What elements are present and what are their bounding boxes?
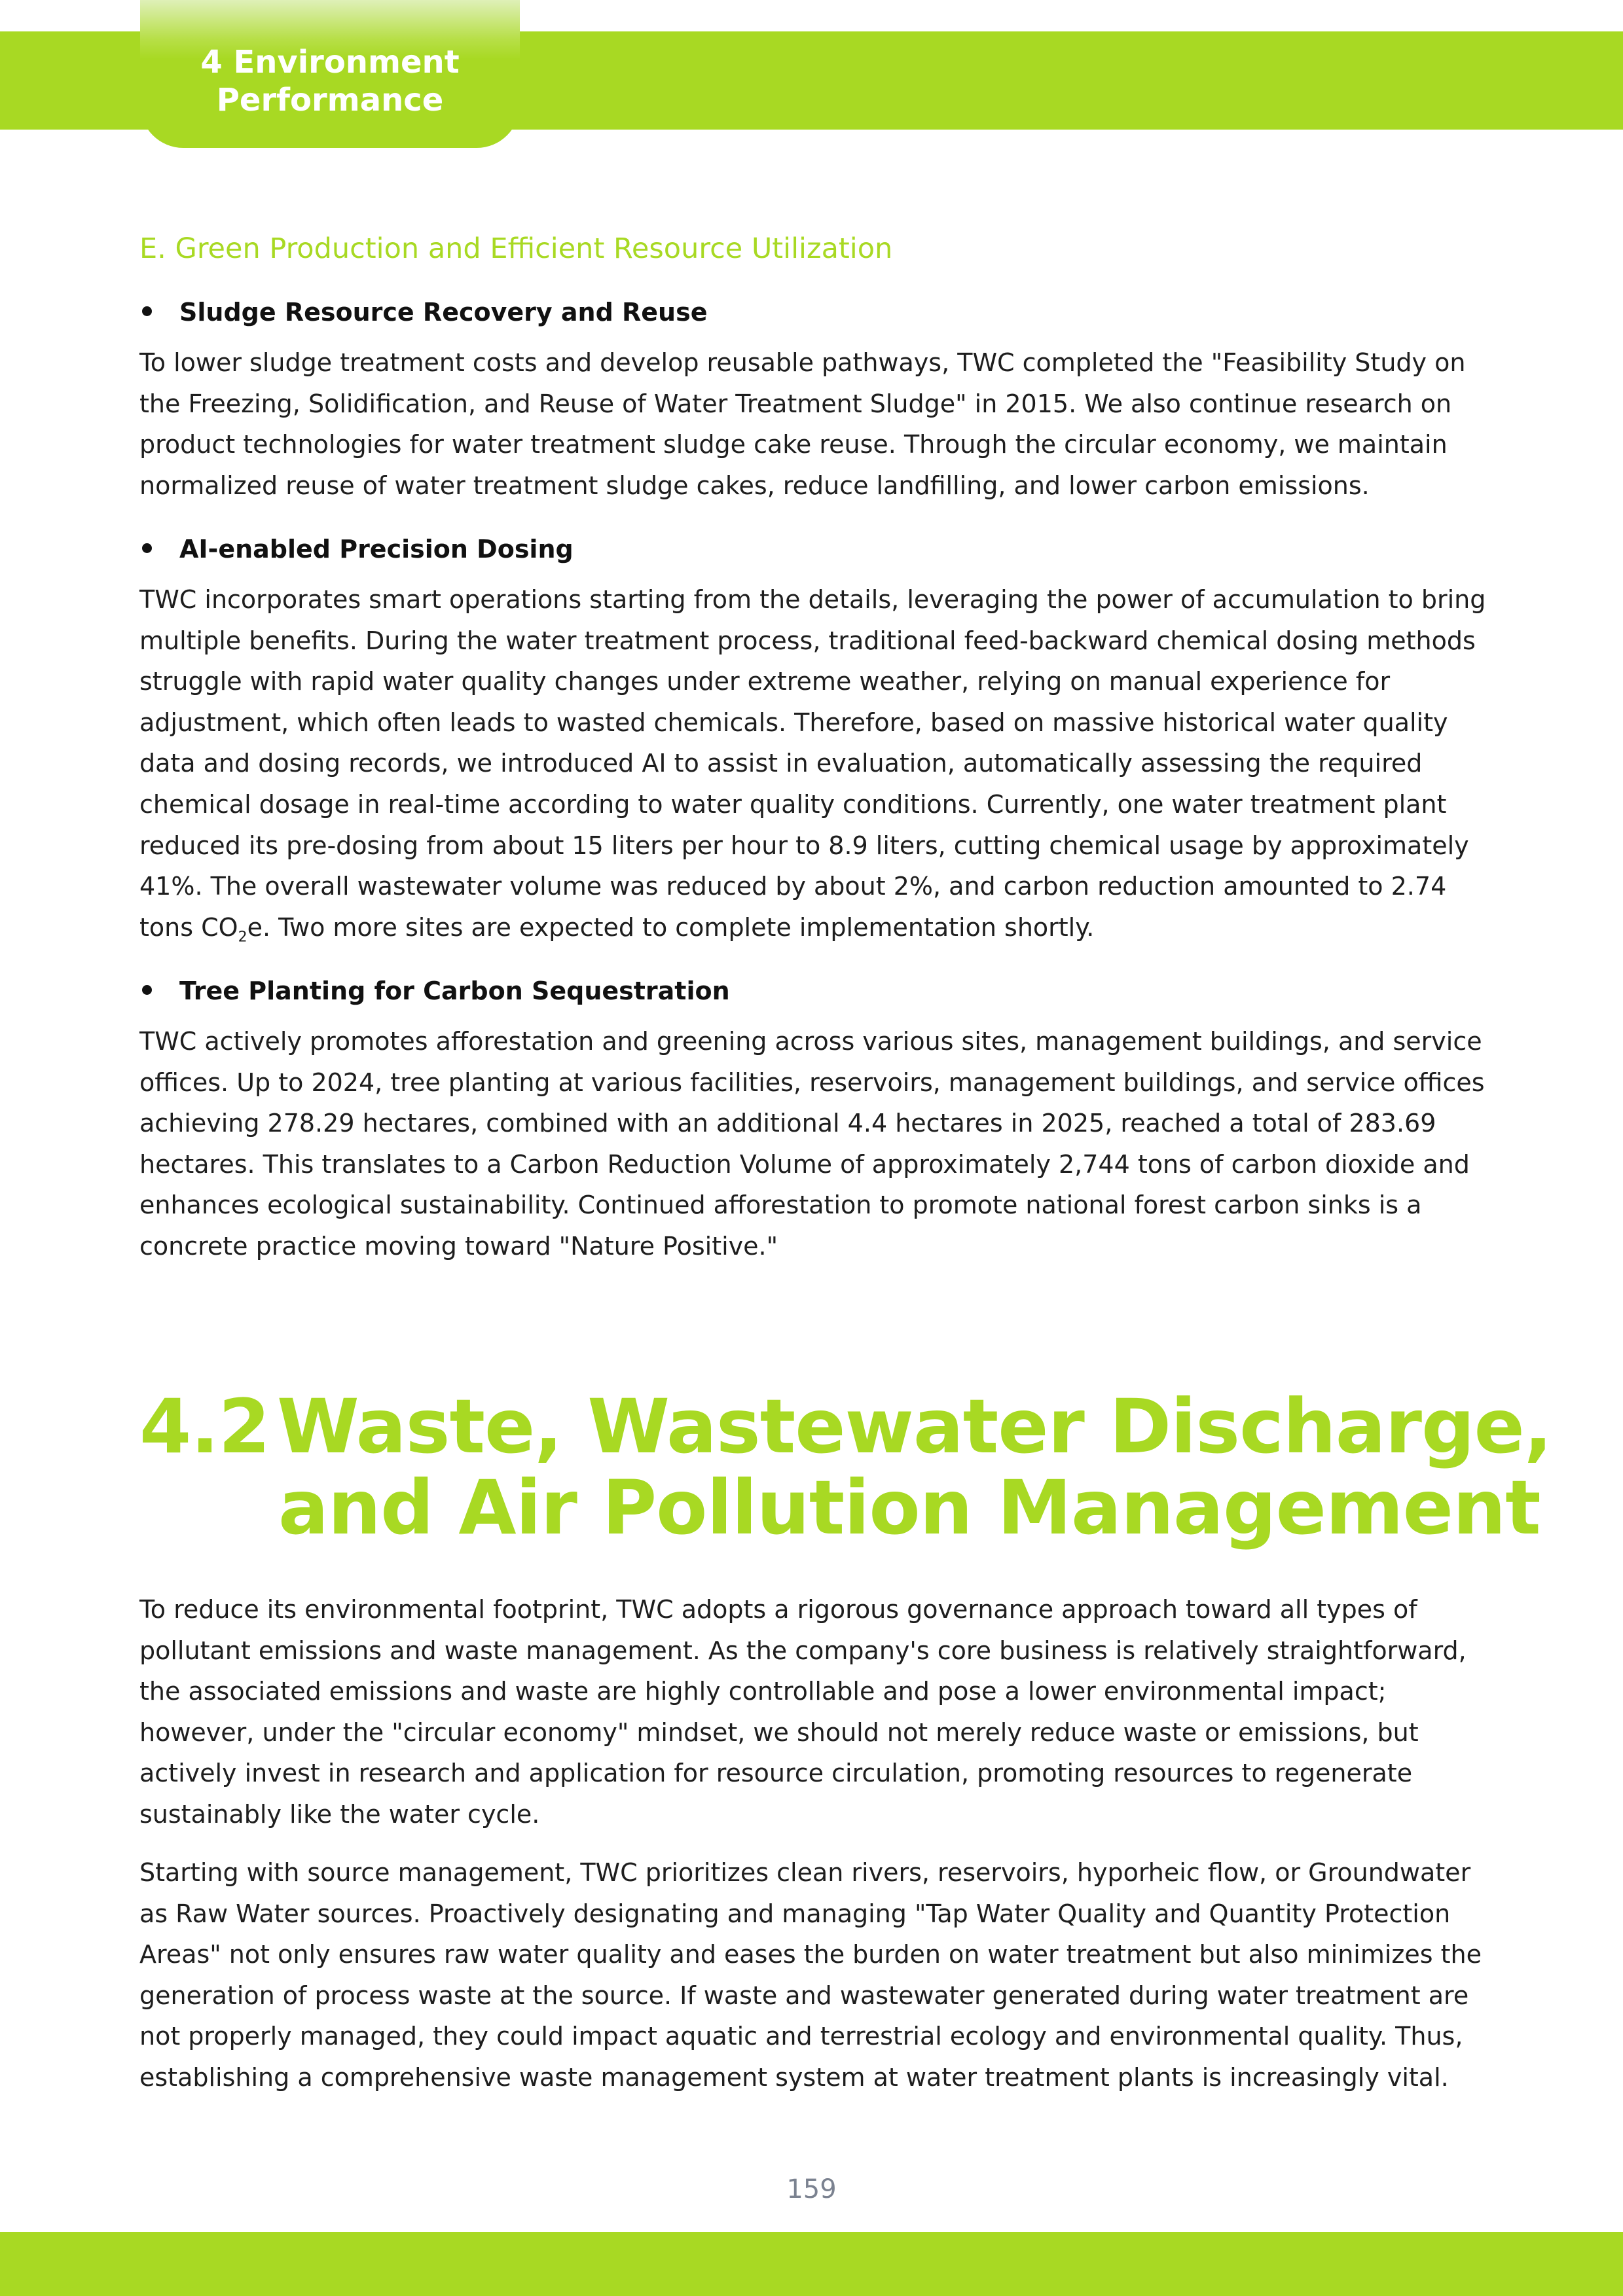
paragraph-ai-dosing — [139, 579, 1498, 948]
bullet-dot — [142, 985, 152, 995]
bullet-title: AI-enabled Precision Dosing — [179, 535, 574, 564]
paragraph-ai-dosing-text: TWC incorporates smart operations starting from the details, leveraging the power of accumulation to bring multiple benefits. During the water treatment process, traditional feed-backward chemical dosing methods struggle with rapid water quality changes under extreme weather, relying on manual experience for adjustment, which often leads to wasted chemicals. Therefore, based on massive historical water quality data and dosing records, we introduced AI to assist in evaluation, automatically assessing the required chemical dosage in real-time according to water quality conditions. Currently, one water treatment plant reduced its pre-dosing from about 15 liters per hour to 8.9 liters, cutting chemical usage by approximately 41%. The overall wastewater volume was reduced by about 2%, and carbon reduction amounted to 2.74 tons CO — [139, 585, 1486, 942]
subscript-2: 2 — [238, 929, 247, 946]
bullet-title: Sludge Resource Recovery and Reuse — [179, 298, 708, 327]
section-title — [139, 1383, 1552, 1551]
bullet-heading-sludge — [139, 295, 707, 330]
section-title-line2: and Air Pollution Management — [278, 1464, 1541, 1551]
footer-bar — [0, 2232, 1623, 2296]
bullet-heading-ai-dosing — [139, 531, 574, 567]
chapter-title-line2: Performance — [216, 82, 444, 118]
section-number: 4.2 — [139, 1383, 270, 1470]
paragraph-source-management: Starting with source management, TWC prioritizes clean rivers, reservoirs, hyporheic flow, or Groundwater as Raw Water sources. Proactively designating and managing "Tap Water Quality and Quantity Protection Areas" not only ensures raw water quality and eases the burden on water treatment but also minimizes the generation of process waste at the source. If waste and wastewater generated during water treatment are not properly managed, they could impact aquatic and terrestrial ecology and environmental quality. Thus, establishing a comprehensive waste management system at water treatment plants is increasingly vital. — [139, 1858, 1482, 2092]
paragraph-intro: To reduce its environmental footprint, TWC adopts a rigorous governance approach toward all types of pollutant emissions and waste management. As the company's core business is relatively straightforward, the associated emissions and waste are highly controllable and pose a lower environmental impact; however, under the "circular economy" mindset, we should not merely reduce waste or emissions, but actively invest in research and application for resource circulation, promoting resources to regenerate sustainably like the water cycle. — [139, 1595, 1467, 1829]
paragraph-sludge: To lower sludge treatment costs and develop reusable pathways, TWC completed the "Feasibility Study on the Freezing, Solidification, and Reuse of Water Treatment Sludge" in 2015. We also continue research on product technologies for water treatment sludge cake reuse. Through the circular economy, we maintain normalized reuse of water treatment sludge cakes, reduce landfilling, and lower carbon emissions. — [139, 348, 1466, 500]
bullet-title: Tree Planting for Carbon Sequestration — [179, 977, 730, 1005]
section-title-line1: Waste, Wastewater Discharge, — [277, 1383, 1552, 1470]
section-heading: E. Green Production and Efficient Resource Utilization — [139, 232, 893, 265]
bullet-dot — [142, 543, 152, 553]
page-number: 159 — [786, 2174, 837, 2204]
paragraph-tree-planting: TWC actively promotes afforestation and greening across various sites, management buildings, and service offices. Up to 2024, tree planting at various facilities, reservoirs, management buildings, and service offices achieving 278.29 hectares, combined with an additional 4.4 hectares in 2025, reached a total of 283.69 hectares. This translates to a Carbon Reduction Volume of approximately 2,744 tons of carbon dioxide and enhances ecological sustainability. Continued afforestation to promote national forest carbon sinks is a concrete practice moving toward "Nature Positive." — [139, 1027, 1485, 1261]
chapter-title-line1: 4 Environment — [200, 44, 460, 81]
chapter-title — [140, 43, 520, 119]
bullet-dot — [142, 306, 152, 316]
bullet-heading-tree-planting — [139, 973, 730, 1009]
paragraph-ai-dosing-tail: e. Two more sites are expected to complete implementation shortly. — [247, 912, 1095, 942]
